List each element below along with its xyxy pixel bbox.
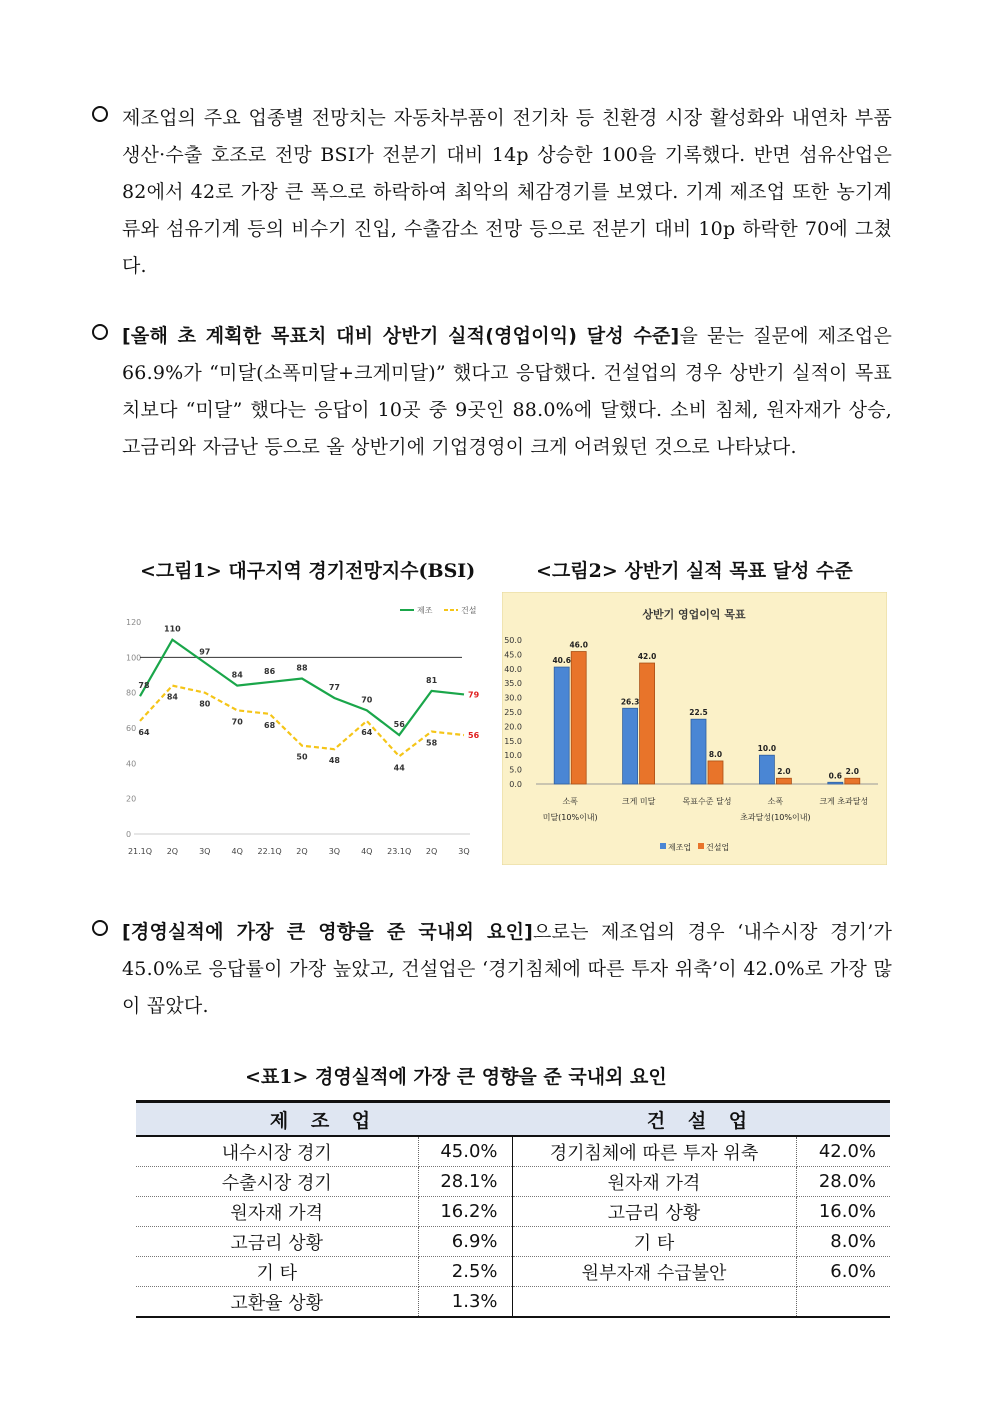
table-row (136, 1257, 890, 1287)
paragraph-2-heading: [올해 초 계획한 목표치 대비 상반기 실적(영업이익) 달성 수준] (122, 325, 680, 347)
bar-manufacturing (691, 719, 706, 784)
x-category-sublabel: 미달(10%이내) (542, 813, 598, 822)
y-tick-label: 120 (126, 618, 142, 627)
mfg-value: 45.0% (418, 1136, 512, 1167)
mfg-value: 2.5% (418, 1257, 512, 1287)
data-label: 88 (296, 663, 308, 673)
data-label: 79 (468, 690, 480, 700)
bar-construction (845, 778, 860, 784)
y-tick-label: 35.0 (504, 679, 522, 689)
data-label: 64 (361, 727, 373, 737)
con-value: 6.0% (796, 1257, 890, 1287)
con-factor: 기 타 (512, 1227, 796, 1257)
x-category-label: 소폭 (767, 797, 784, 806)
mfg-factor: 고금리 상황 (136, 1227, 418, 1257)
data-label: 78 (138, 681, 150, 691)
bar-construction (776, 778, 791, 784)
mfg-value: 1.3% (418, 1287, 512, 1318)
x-tick-label: 4Q (231, 847, 243, 856)
mfg-value: 28.1% (418, 1167, 512, 1197)
legend-label: 제조 (417, 606, 433, 615)
data-label: 2.0 (777, 767, 791, 777)
data-label: 40.6 (552, 656, 571, 666)
x-category-sublabel: 초과달성(10%이내) (740, 813, 811, 822)
data-label: 50 (296, 752, 308, 762)
paragraph-2-body: 을 묻는 질문에 제조업은 66.9%가 “미달(소폭미달+크게미달)” 했다고 응답했다. 건설업의 경우 상반기 실적이 목표치보다 “미달” 했다는 응답이 10곳 중 9곳인 88.0%에 달했다. 소비 침체, 원자재가 상승, 고금리와 자금난 등으로 올 상반기에 기업경영이 크게 어려웠던 것으로 나타났다. (122, 325, 892, 458)
con-value (796, 1287, 890, 1318)
x-category-label: 크게 초과달성 (819, 797, 869, 806)
x-tick-label: 3Q (328, 847, 341, 856)
bar-manufacturing (554, 667, 569, 784)
con-factor: 경기침체에 따른 투자 위축 (512, 1136, 796, 1167)
bsi-line-chart (118, 598, 480, 862)
y-tick-label: 20.0 (504, 722, 522, 732)
y-tick-label: 10.0 (504, 751, 522, 761)
mfg-value: 16.2% (418, 1197, 512, 1227)
legend-swatch (660, 843, 666, 849)
data-label: 81 (426, 675, 438, 685)
mfg-factor: 내수시장 경기 (136, 1136, 418, 1167)
y-tick-label: 30.0 (504, 693, 522, 703)
bar-manufacturing (623, 708, 638, 784)
profit-target-bar-chart (502, 592, 887, 865)
paragraph-3-heading: [경영실적에 가장 큰 영향을 준 국내외 요인] (122, 921, 534, 943)
con-factor: 고금리 상황 (512, 1197, 796, 1227)
data-label: 56 (468, 731, 480, 741)
data-label: 44 (393, 763, 405, 773)
chart-title: 상반기 영업이익 목표 (642, 608, 746, 621)
factors-table (136, 1100, 890, 1318)
data-label: 86 (264, 667, 276, 677)
table-row (136, 1197, 890, 1227)
data-label: 10.0 (757, 744, 777, 754)
data-label: 64 (138, 727, 150, 737)
bar-manufacturing (828, 782, 843, 784)
bullet-circle-icon (92, 324, 108, 340)
data-label: 84 (166, 692, 178, 702)
con-factor (512, 1287, 796, 1318)
x-tick-label: 3Q (199, 847, 211, 856)
data-label: 56 (393, 720, 405, 730)
y-tick-label: 60 (126, 724, 137, 733)
x-tick-label: 2Q (296, 847, 308, 856)
legend-label: 건설업 (706, 843, 730, 852)
data-label: 70 (231, 717, 243, 727)
data-label: 70 (361, 695, 373, 705)
paragraph-2 (92, 318, 892, 466)
x-tick-label: 22.1Q (257, 847, 282, 856)
figure-1-caption: <그림1> 대구지역 경기전망지수(BSI) (140, 560, 476, 582)
data-label: 42.0 (637, 652, 657, 662)
y-tick-label: 0 (126, 830, 132, 839)
y-tick-label: 40 (126, 759, 137, 769)
bullet-circle-icon (92, 920, 108, 936)
header-manufacturing: 제 조 업 (136, 1102, 512, 1137)
con-factor: 원자재 가격 (512, 1167, 796, 1197)
paragraph-3-body: 으로는 제조업의 경우 ‘내수시장 경기’가 45.0%로 응답률이 가장 높았고, 건설업은 ‘경기침체에 따른 투자 위축’이 42.0%로 가장 많이 꼽았다. (122, 921, 892, 1017)
legend-label: 제조업 (668, 843, 692, 852)
x-category-label: 목표수준 달성 (682, 797, 732, 806)
y-tick-label: 25.0 (504, 708, 522, 717)
paragraph-2-text (122, 318, 892, 466)
data-label: 80 (199, 699, 211, 709)
y-tick-label: 40.0 (504, 664, 522, 674)
con-value: 28.0% (796, 1167, 890, 1197)
y-tick-label: 15.0 (504, 736, 522, 746)
mfg-factor: 기 타 (136, 1257, 418, 1287)
mfg-factor: 원자재 가격 (136, 1197, 418, 1227)
y-tick-label: 0.0 (509, 780, 522, 789)
table-1-caption: <표1> 경영실적에 가장 큰 영향을 준 국내외 요인 (245, 1066, 667, 1088)
table-row (136, 1227, 890, 1257)
paragraph-1 (92, 100, 892, 285)
y-tick-label: 5.0 (509, 765, 522, 775)
data-label: 68 (264, 720, 276, 730)
bar-manufacturing (759, 755, 774, 784)
con-value: 16.0% (796, 1197, 890, 1227)
con-value: 42.0% (796, 1136, 890, 1167)
bar-construction (640, 663, 655, 784)
legend-label: 건설 (461, 606, 477, 615)
x-tick-label: 2Q (166, 847, 179, 856)
y-tick-label: 50.0 (504, 636, 522, 645)
x-tick-label: 23.1Q (387, 847, 412, 856)
legend-swatch (698, 843, 704, 849)
data-label: 2.0 (845, 767, 859, 777)
data-label: 22.5 (689, 708, 708, 718)
data-label: 97 (199, 647, 211, 657)
bar-construction (571, 652, 586, 784)
y-tick-label: 45.0 (504, 650, 522, 660)
bar-construction (708, 761, 723, 784)
mfg-factor: 고환율 상황 (136, 1287, 418, 1318)
mfg-factor: 수출시장 경기 (136, 1167, 418, 1197)
data-label: 77 (328, 682, 340, 692)
x-category-label: 크게 미달 (621, 797, 656, 806)
x-tick-label: 3Q (458, 847, 470, 856)
figure-2-caption: <그림2> 상반기 실적 목표 달성 수준 (536, 560, 853, 582)
data-label: 0.6 (828, 771, 842, 781)
y-tick-label: 20 (126, 794, 137, 804)
data-label: 8.0 (708, 749, 723, 759)
table-row (136, 1167, 890, 1197)
header-construction: 건 설 업 (512, 1102, 890, 1137)
x-tick-label: 21.1Q (127, 847, 153, 856)
series-line-manufacturing (140, 640, 464, 735)
mfg-value: 6.9% (418, 1227, 512, 1257)
x-tick-label: 2Q (425, 847, 438, 856)
table-row (136, 1287, 890, 1318)
paragraph-3-text (122, 914, 892, 1025)
y-tick-label: 100 (126, 653, 142, 663)
paragraph-1-text: 제조업의 주요 업종별 전망치는 자동차부품이 전기차 등 친환경 시장 활성화와 내연차 부품 생산·수출 호조로 전망 BSI가 전분기 대비 14p 상승한 100을 기록했다. 반면 섬유산업은 82에서 42로 가장 큰 폭으로 하락하여 최악의 체감경기를 보였다. 기계 제조업 또한 농기계류와 섬유기계 등의 비수기 진입, 수출감소 전망 등으로 전분기 대비 10p 하락한 70에 그쳤다. (122, 107, 892, 277)
paragraph-3 (92, 914, 892, 1025)
x-category-label: 소폭 (562, 797, 578, 806)
data-label: 110 (164, 624, 181, 634)
table-row (136, 1136, 890, 1167)
data-label: 46.0 (569, 640, 588, 650)
y-tick-label: 80 (126, 688, 137, 698)
con-value: 8.0% (796, 1227, 890, 1257)
data-label: 58 (426, 738, 438, 748)
bullet-circle-icon (92, 106, 108, 122)
data-label: 26.3 (620, 697, 640, 707)
x-tick-label: 4Q (361, 847, 373, 856)
data-label: 84 (231, 670, 243, 680)
data-label: 48 (328, 756, 340, 766)
con-factor: 원부자재 수급불안 (512, 1257, 796, 1287)
series-line-construction (140, 686, 464, 757)
